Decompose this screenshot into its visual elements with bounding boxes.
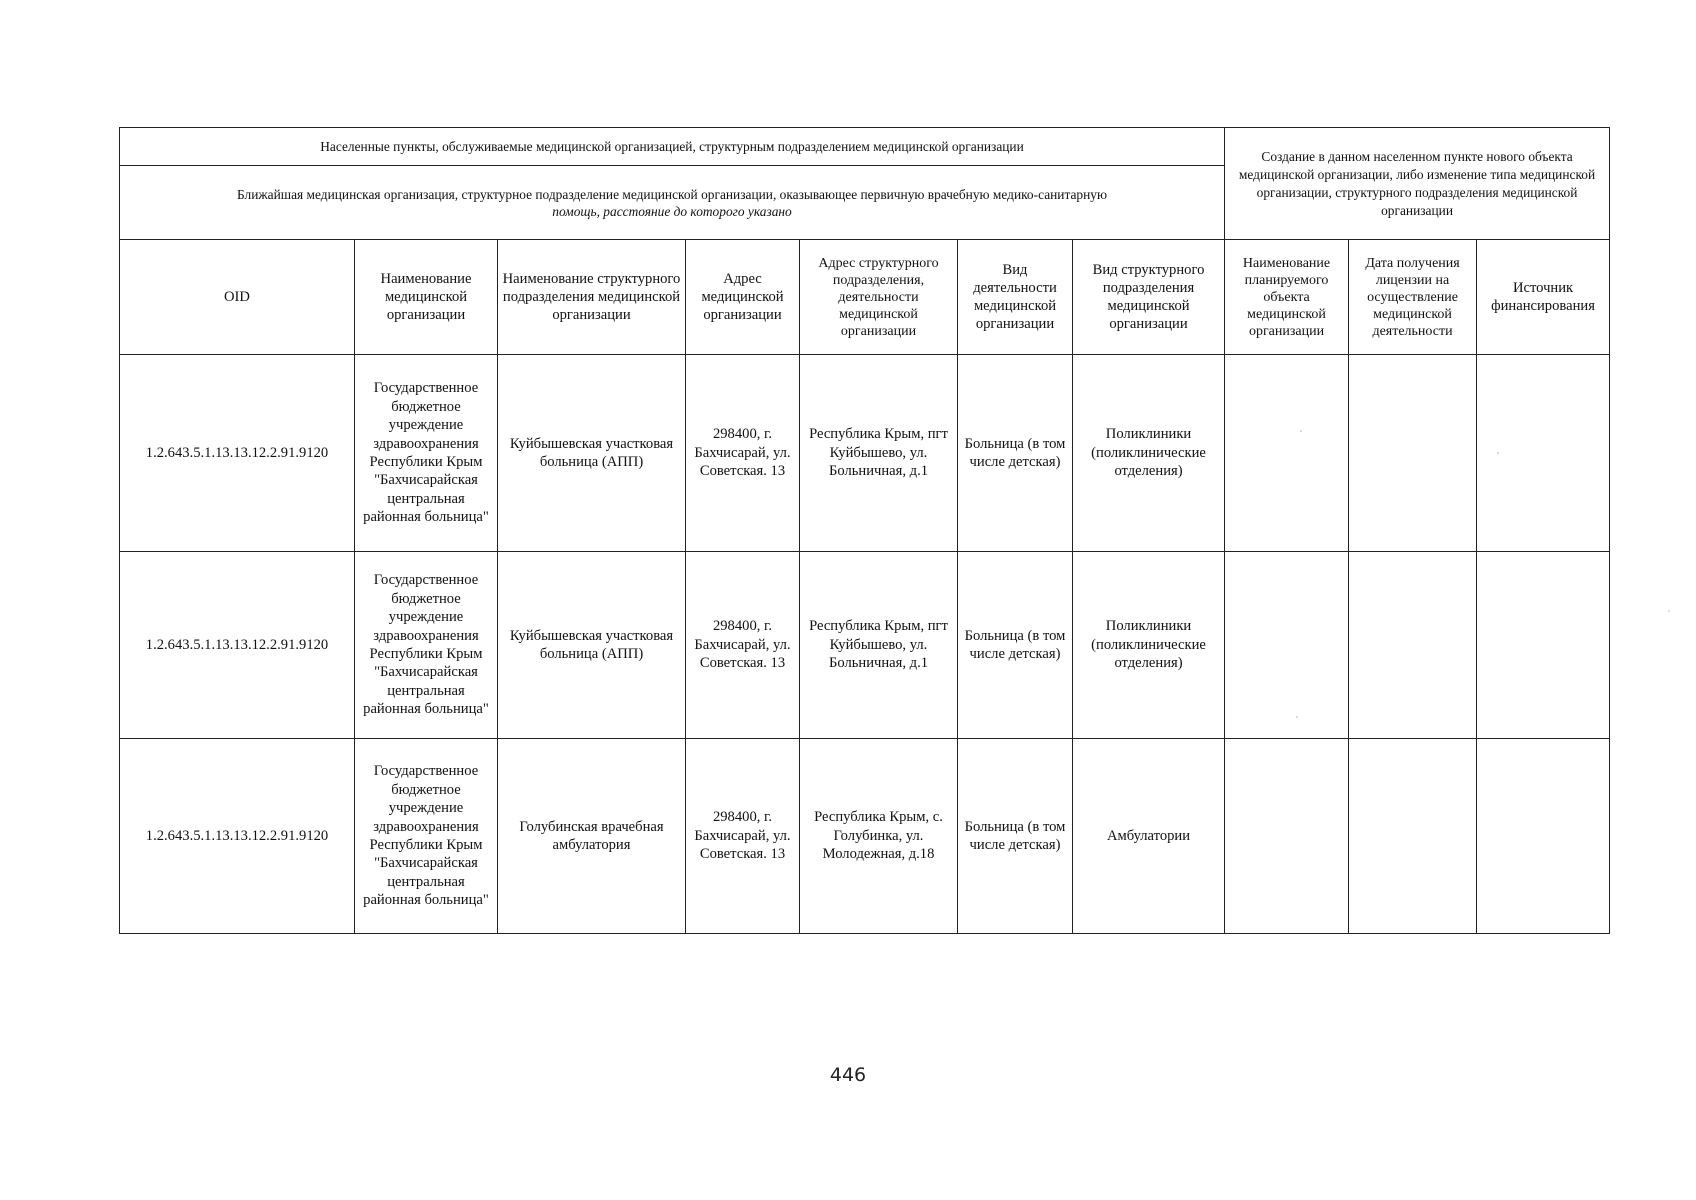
oid-cell: 1.2.643.5.1.13.13.12.2.91.9120 xyxy=(120,552,355,739)
table-row xyxy=(120,355,1610,552)
unit-address-cell: Республика Крым, пгт Куйбышево, ул. Больничная, д.1 xyxy=(800,552,958,739)
unit-name-cell: Голубинская врачебная амбулатория xyxy=(498,739,686,934)
oid-cell: 1.2.643.5.1.13.13.12.2.91.9120 xyxy=(120,355,355,552)
column-header-organization-name: Наименование медицинской организации xyxy=(355,240,498,355)
column-header-unit-name: Наименование структурного подразделения медицинской организации xyxy=(498,240,686,355)
column-header-activity-type: Вид деятельности медицинской организации xyxy=(958,240,1073,355)
settlements-header: Населенные пункты, обслуживаемые медицинской организацией, структурным подразделением медицинской организации xyxy=(120,128,1225,166)
unit-address-cell: Республика Крым, с. Голубинка, ул. Молодежная, д.18 xyxy=(800,739,958,934)
activity-type-cell: Больница (в том числе детская) xyxy=(958,355,1073,552)
planned-object-cell xyxy=(1225,739,1349,934)
unit-address-cell: Республика Крым, пгт Куйбышево, ул. Больничная, д.1 xyxy=(800,355,958,552)
license-date-cell xyxy=(1349,355,1477,552)
organization-name-cell: Государственное бюджетное учреждение здравоохранения Республики Крым "Бахчисарайская центральная районная больница" xyxy=(355,739,498,934)
scan-speck xyxy=(1300,430,1302,432)
planned-object-cell xyxy=(1225,552,1349,739)
license-date-cell xyxy=(1349,739,1477,934)
table-row xyxy=(120,739,1610,934)
nearest-organization-header xyxy=(120,166,1225,240)
funding-source-cell xyxy=(1477,552,1610,739)
column-header-organization-address: Адрес медицинской организации xyxy=(686,240,800,355)
column-header-oid: OID xyxy=(120,240,355,355)
oid-cell: 1.2.643.5.1.13.13.12.2.91.9120 xyxy=(120,739,355,934)
organization-address-cell: 298400, г. Бахчисарай, ул. Советская. 13 xyxy=(686,739,800,934)
scan-speck xyxy=(1296,716,1298,718)
column-header-license-date: Дата получения лицензии на осуществление медицинской деятельности xyxy=(1349,240,1477,355)
unit-type-cell: Амбулатории xyxy=(1073,739,1225,934)
unit-type-cell: Поликлиники (поликлинические отделения) xyxy=(1073,552,1225,739)
license-date-cell xyxy=(1349,552,1477,739)
page-number: 446 xyxy=(829,1064,867,1086)
funding-source-cell xyxy=(1477,739,1610,934)
column-header-unit-type: Вид структурного подразделения медицинской организации xyxy=(1073,240,1225,355)
activity-type-cell: Больница (в том числе детская) xyxy=(958,552,1073,739)
nearest-organization-header-line2: помощь, расстояние до которого указано xyxy=(552,203,792,219)
creation-header: Создание в данном населенном пункте нового объекта медицинской организации, либо изменение типа медицинской организации, структурного подразделения медицинской организации xyxy=(1225,128,1610,240)
unit-name-cell: Куйбышевская участковая больница (АПП) xyxy=(498,552,686,739)
activity-type-cell: Больница (в том числе детская) xyxy=(958,739,1073,934)
organization-name-cell: Государственное бюджетное учреждение здравоохранения Республики Крым "Бахчисарайская центральная районная больница" xyxy=(355,355,498,552)
table-row xyxy=(120,552,1610,739)
column-header-funding-source: Источник финансирования xyxy=(1477,240,1610,355)
unit-name-cell: Куйбышевская участковая больница (АПП) xyxy=(498,355,686,552)
nearest-organization-header-line1: Ближайшая медицинская организация, структурное подразделение медицинской организации, оказывающее первичную врачебную медико-санитарную xyxy=(237,186,1107,202)
organization-address-cell: 298400, г. Бахчисарай, ул. Советская. 13 xyxy=(686,355,800,552)
organization-address-cell: 298400, г. Бахчисарай, ул. Советская. 13 xyxy=(686,552,800,739)
column-header-unit-address: Адрес структурного подразделения, деятельности медицинской организации xyxy=(800,240,958,355)
scan-speck xyxy=(1497,452,1499,454)
scan-speck xyxy=(1668,610,1670,612)
column-header-planned-object: Наименование планируемого объекта медицинской организации xyxy=(1225,240,1349,355)
unit-type-cell: Поликлиники (поликлинические отделения) xyxy=(1073,355,1225,552)
organization-name-cell: Государственное бюджетное учреждение здравоохранения Республики Крым "Бахчисарайская центральная районная больница" xyxy=(355,552,498,739)
medical-organizations-table xyxy=(119,127,1610,934)
planned-object-cell xyxy=(1225,355,1349,552)
